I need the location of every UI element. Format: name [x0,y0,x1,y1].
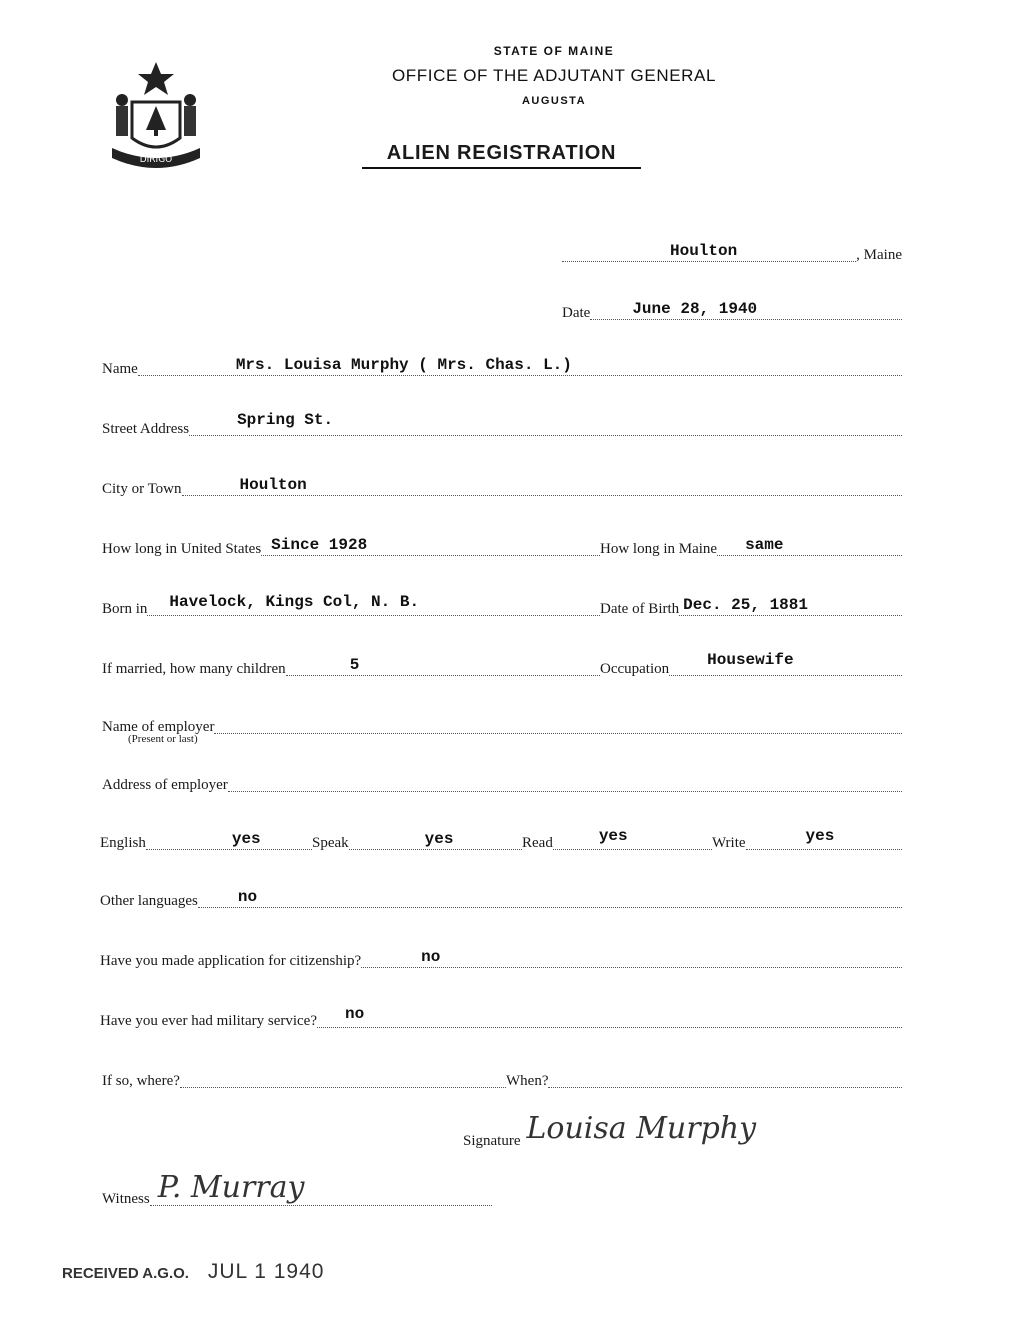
read-line [522,827,712,852]
street-label: Street Address [102,421,190,437]
form-title: ALIEN REGISTRATION [362,142,641,169]
military-label: Have you ever had military service? [100,1013,317,1029]
witness-line [102,1170,492,1208]
stamp-date: JUL 1 1940 [207,1260,325,1283]
place-value: Houlton [670,242,738,260]
name-line [102,356,902,378]
svg-text:DIRIGO: DIRIGO [139,155,173,165]
signature-label: Signature [463,1133,521,1149]
when-line [506,1068,902,1090]
occupation-line [600,651,902,678]
office-heading: OFFICE OF THE ADJUTANT GENERAL [391,66,717,85]
state-seal [102,58,210,178]
citizenship-line [100,948,902,970]
how-long-maine-line [600,536,902,558]
dob-label: Date of Birth [600,601,680,617]
stamp-received-text: RECEIVED A.G.O. [62,1265,189,1282]
english-line [100,830,312,852]
witness-label: Witness [102,1191,150,1207]
born-in-label: Born in [102,601,148,617]
dob-value: Dec. 25, 1881 [683,596,808,614]
street-value: Spring St. [237,411,334,429]
write-label: Write [712,835,746,851]
state-heading: STATE OF MAINE [493,44,615,58]
date-line [562,300,902,322]
received-stamp [62,1260,324,1284]
citizenship-label: Have you made application for citizenship? [100,953,362,969]
other-languages-label: Other languages [100,893,198,909]
signature-value: Louisa Murphy [526,1111,757,1146]
how-long-maine-value: same [745,536,784,554]
dob-line [600,596,902,618]
speak-value: yes [424,830,454,848]
speak-label: Speak [312,835,349,851]
children-label: If married, how many children [102,661,286,677]
employer-name-label: Name of employer [102,719,215,735]
read-label: Read [522,835,553,851]
place-suffix: , Maine [856,247,902,263]
citizenship-value: no [421,948,441,966]
write-line [712,827,902,852]
english-label: English [100,835,146,851]
date-value: June 28, 1940 [632,300,758,318]
employer-name-line [102,714,902,736]
city-heading: AUGUSTA [521,95,587,107]
how-long-us-value: Since 1928 [271,536,368,554]
children-line [102,656,600,678]
employer-sublabel: (Present or last) [128,733,198,745]
employer-address-line [102,772,902,794]
military-value: no [345,1005,365,1023]
how-long-us-line [102,536,600,558]
children-value: 5 [349,656,360,674]
write-value: yes [805,827,835,845]
born-in-value: Havelock, Kings Col, N. B. [169,593,420,611]
other-languages-line [100,888,902,910]
other-languages-value: no [237,888,258,906]
read-value: yes [598,827,628,845]
where-line [102,1068,506,1090]
signature-line [463,1111,793,1150]
speak-line [312,830,522,852]
occupation-value: Housewife [707,651,794,669]
street-line [102,411,902,438]
employer-address-label: Address of employer [102,777,228,793]
occupation-label: Occupation [600,661,670,677]
how-long-maine-label: How long in Maine [600,541,718,557]
date-label: Date [562,305,591,321]
how-long-us-label: How long in United States [102,541,262,557]
city-label: City or Town [102,481,182,497]
when-label: When? [506,1073,549,1089]
born-in-line [102,593,600,618]
english-value: yes [231,830,261,848]
city-value: Houlton [239,476,307,494]
name-label: Name [102,361,138,377]
name-value: Mrs. Louisa Murphy ( Mrs. Chas. L.) [235,356,572,374]
city-line [102,476,902,498]
witness-value: P. Murray [157,1170,305,1205]
where-label: If so, where? [102,1073,180,1089]
place-line [562,242,902,264]
military-line [100,1005,902,1030]
